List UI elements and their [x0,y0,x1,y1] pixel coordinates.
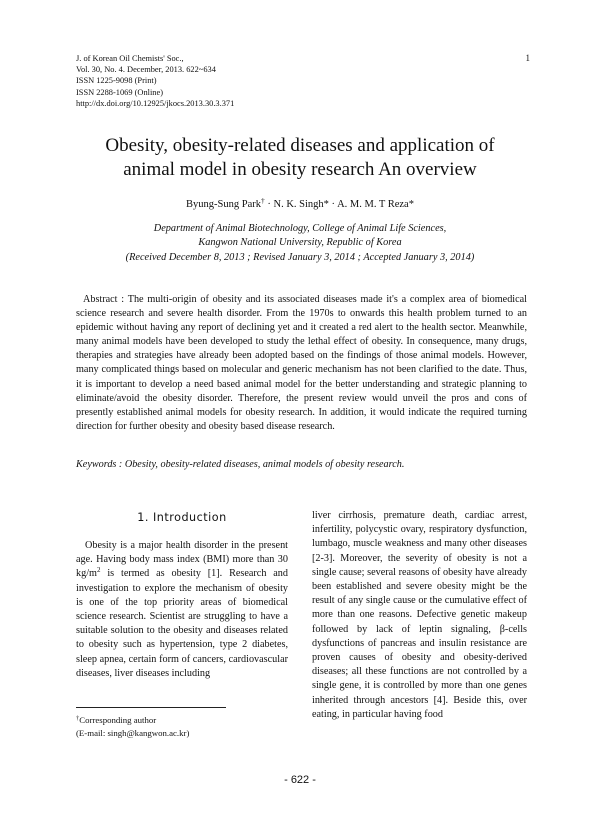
affiliation [60,222,540,265]
abstract-text: The multi-origin of obesity and its associated diseases made it's a complex area of biomedical science research and severe health disorder. From the 1970s to onwards this health problem turned to an epidemic without having any report of declining yet and it created a red alert to the health sector. Meanwhile, many animal models have been developed to study the lethal effect of obesity. In consequence, many drugs, therapies and strategies have already been adopted based on the findings of those animal models. However, many complicated things based on molecular and generic mechanism has not been clarified to the date. Thus, it is important to develop a need based animal model for the better understanding and strategic planning to eliminate/avoid the obesity disorder. Therefore, the present review would unveil the pros and cons of presently established animal models for obesity research. In addition, it would indicate the required turning direction for further obesity and obesity based disease research. [76,294,527,432]
page-corner-number: 1 [525,53,530,63]
affiliation-university: Kangwon National University, Republic of Korea [198,237,402,249]
issn-print: ISSN 1225-9098 (Print) [76,76,157,86]
introduction-left-column [76,539,288,681]
corresponding-dagger: † [260,196,265,205]
journal-name: J. of Korean Oil Chemists' Soc., [76,54,184,63]
journal-volume: Vol. 30, No. 4. December, 2013. 622~634 [76,65,216,75]
keywords-label: Keywords : [76,459,125,470]
footnote-label: Corresponding author [79,715,157,725]
intro-text-part1: Obesity is a major health disorder in the present age. Having body mass index (BMI) more than 30 kg/m [76,540,288,580]
affiliation-department: Department of Animal Biotechnology, College of Animal Life Sciences, [153,223,447,234]
keywords [76,459,527,470]
journal-info [76,53,234,109]
introduction-right-column: liver cirrhosis, premature death, cardiac arrest, infertility, polycystic ovary, respiratory dysfunction, lumbago, muscle weakness and many other diseases [2-3]. Moreover, the severity of obesity is not a single cause; several reasons of obesity have already been established and severe obesity might be the result of any single cause or the cumulative effect of more than one reasons. Defective genetic makeup followed by lack of leptin signaling, β-cells dysfunctions of pancreas and insulin resistance are proven causes of obesity and obesity-derived diseases; all these functions are not controlled by a single gene, it is controlled by more than one genes inherited through ancestors [4]. Beside this, over eating, in particular having food [312,510,527,720]
author-list [60,196,540,210]
footnote-divider [76,707,226,708]
paper-title [60,134,540,182]
title-line-1: Obesity, obesity-related diseases and application of [105,135,495,156]
page-number: - 622 - [284,774,316,786]
footnote-email[interactable]: (E-mail: singh@kangwon.ac.kr) [76,728,190,738]
keywords-text: Obesity, obesity-related diseases, animal models of obesity research. [124,459,405,470]
section-heading-introduction: 1. Introduction [137,511,227,524]
issn-online: ISSN 2288-1069 (Online) [76,87,164,97]
title-line-2: animal model in obesity research An overview [123,159,477,180]
footnote [76,712,189,740]
author-rest: · N. K. Singh* · A. M. M. T Reza* [264,199,414,210]
abstract-label: Abstract : [83,294,128,305]
doi-link[interactable]: http://dx.doi.org/10.12925/jkocs.2013.30.3.371 [76,98,235,108]
author-first: Byung-Sung Park [186,199,261,210]
superscript-2: 2 [96,566,101,575]
received-dates: (Received December 8, 2013 ; Revised January 3, 2014 ; Accepted January 3, 2014) [125,251,475,263]
intro-text-part2: is termed as obesity [1]. Research and investigation to explore the mechanism of obesity is one of the top priority areas of biomedical science research. Scientist are struggling to have a suitable solution to the obesity and diseases related to obesity such as hypertension, type 2 diabetes, sleep apnea, certain form of cancers, cardiovascular diseases, liver diseases including [76,568,288,679]
footnote-dagger: † [76,715,80,722]
abstract [76,293,527,434]
